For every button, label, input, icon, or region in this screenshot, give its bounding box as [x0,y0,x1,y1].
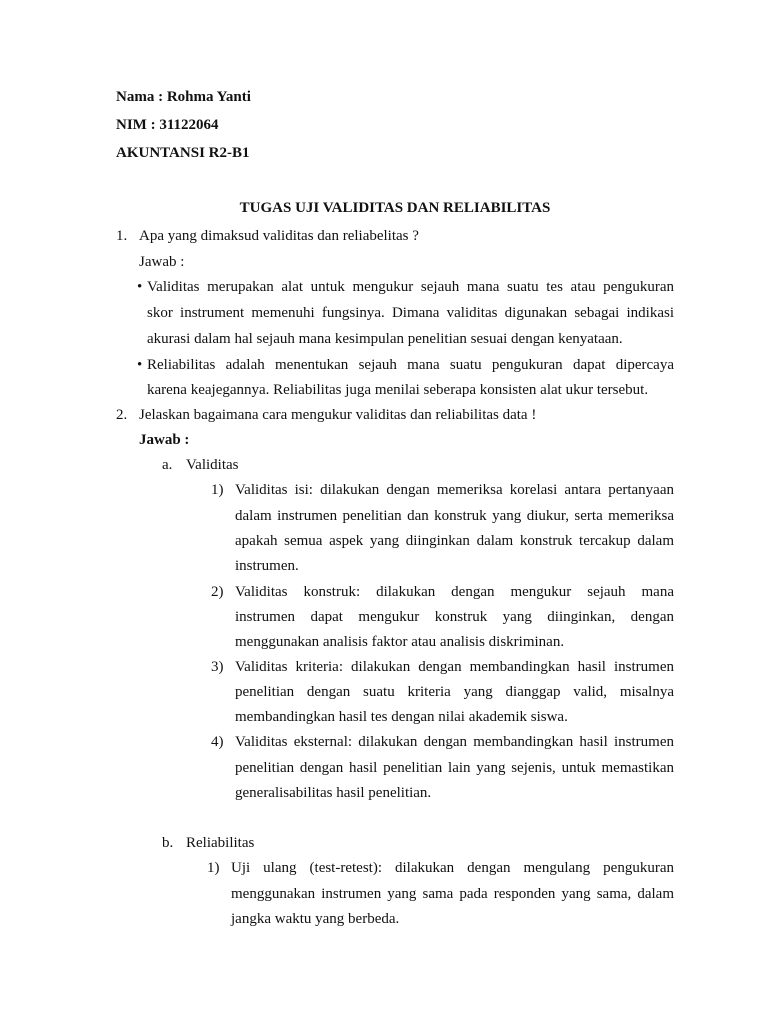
validitas-item-2-line-2: instrumen dapat mengukur konstruk yang diinginkan, dengan [235,609,674,625]
validitas-item-1-line-4: instrumen. [235,558,299,574]
validitas-item-4-line-1: Validitas eksternal: dilakukan dengan membandingkan hasil instrumen [235,734,674,750]
bullet-1-line-1: Validitas merupakan alat untuk mengukur sejauh mana suatu tes atau pengukuran [147,279,674,295]
question-1-text: Apa yang dimaksud validitas dan reliabelitas ? [139,228,419,244]
bullet-2-line-2: karena keajegannya. Reliabilitas juga menilai seberapa konsisten alat ukur tersebut. [147,382,649,398]
question-1-answer-label: Jawab : [139,254,185,270]
student-class: AKUNTANSI R2-B1 [116,145,250,161]
bullet-1-line-2: skor instrument memenuhi fungsinya. Dimana validitas digunakan sebagai indikasi [147,305,674,321]
student-name: Nama : Rohma Yanti [116,89,251,105]
section-a-letter: a. [162,457,173,473]
document-title: TUGAS UJI VALIDITAS DAN RELIABILITAS [239,200,551,216]
bullet-1-line-3: akurasi dalam hal sejauh mana kesimpulan penelitian sesuai dengan kenyataan. [147,331,623,347]
student-nim: NIM : 31122064 [116,117,219,133]
reliabilitas-item-1-line-1: Uji ulang (test-retest): dilakukan dengan mengulang pengukuran [231,860,674,876]
section-b-title: Reliabilitas [186,835,255,851]
validitas-item-4-number: 4) [211,734,224,750]
validitas-item-3-line-1: Validitas kriteria: dilakukan dengan membandingkan hasil instrumen [235,659,674,675]
bullet-2-line-1: Reliabilitas adalah menentukan sejauh mana suatu pengukuran dapat dipercaya [147,357,674,373]
reliabilitas-item-1-line-3: jangka waktu yang berbeda. [231,911,400,927]
question-1-number: 1. [116,228,128,244]
validitas-item-4-line-2: penelitian dengan hasil penelitian lain yang sejenis, untuk memastikan [235,760,674,776]
validitas-item-1-number: 1) [211,482,224,498]
validitas-item-3-line-2: penelitian dengan suatu kriteria yang dianggap valid, misalnya [235,684,674,700]
question-2-text: Jelaskan bagaimana cara mengukur validitas dan reliabilitas data ! [139,407,537,423]
section-b-letter: b. [162,835,174,851]
reliabilitas-item-1-line-2: menggunakan instrumen yang sama pada responden yang sama, dalam [231,886,674,902]
validitas-item-2-line-3: menggunakan analisis faktor atau analisis diskriminan. [235,634,565,650]
bullet-2-glyph: • [137,357,143,373]
validitas-item-1-line-3: apakah semua aspek yang diinginkan dalam konstruk tercakup dalam [235,533,674,549]
bullet-1-glyph: • [137,279,143,295]
validitas-item-2-number: 2) [211,584,224,600]
section-a-title: Validitas [186,457,239,473]
validitas-item-1-line-1: Validitas isi: dilakukan dengan memeriksa korelasi antara pertanyaan [235,482,674,498]
validitas-item-4-line-3: generalisabilitas hasil penelitian. [235,785,432,801]
validitas-item-1-line-2: dalam instrumen penelitian dan konstruk yang diukur, serta memeriksa [235,508,674,524]
validitas-item-3-line-3: membandingkan hasil tes dengan nilai akademik siswa. [235,709,568,725]
question-2-number: 2. [116,407,128,423]
question-2-answer-label: Jawab : [139,432,190,448]
validitas-item-2-line-1: Validitas konstruk: dilakukan dengan mengukur sejauh mana [235,584,674,600]
reliabilitas-item-1-number: 1) [207,860,220,876]
validitas-item-3-number: 3) [211,659,224,675]
